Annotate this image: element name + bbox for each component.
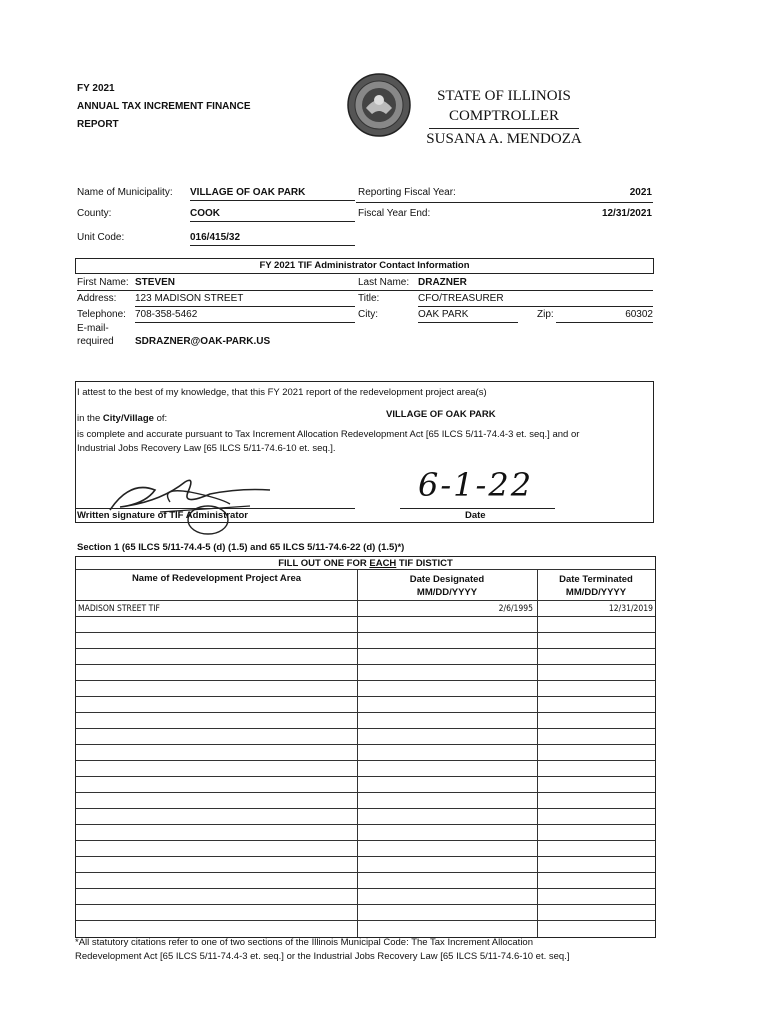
table-column-divider <box>357 569 358 937</box>
report-title-line1: FY 2021 <box>77 83 115 94</box>
col-designated-line1: Date Designated <box>409 574 485 585</box>
state-seal-icon <box>346 72 412 138</box>
attest-in-the: in the <box>77 413 101 424</box>
col-designated-header <box>357 573 537 599</box>
fill-suffix: TIF DISTICT <box>396 558 453 569</box>
city-value: OAK PARK <box>418 309 518 323</box>
tif-district-table <box>75 556 656 938</box>
table-row <box>76 600 655 601</box>
row1-name: MADISON STREET TIF <box>78 604 160 614</box>
first-name-underline <box>77 290 653 291</box>
attest-line2 <box>77 412 167 426</box>
report-title-line3: REPORT <box>77 119 119 130</box>
col-terminated-header <box>537 573 655 599</box>
email-label <box>77 322 114 348</box>
county-label: County: <box>77 208 112 219</box>
contact-header-box <box>75 258 654 274</box>
fiscal-year-label: Reporting Fiscal Year: <box>358 187 456 198</box>
unit-code-value: 016/415/32 <box>190 232 355 246</box>
row1-terminated: 12/31/2019 <box>608 604 653 614</box>
fiscal-end-label: Fiscal Year End: <box>358 208 431 219</box>
col-designated-line2: MM/DD/YYYY <box>416 587 478 598</box>
telephone-label: Telephone: <box>77 309 126 320</box>
email-label-line2: required <box>77 336 114 347</box>
table-header-divider <box>76 569 655 570</box>
footnote <box>75 936 675 964</box>
table-row <box>76 808 655 809</box>
title-value: CFO/TREASURER <box>418 293 653 307</box>
county-value: COOK <box>190 208 355 222</box>
attest-village-value: VILLAGE OF OAK PARK <box>386 409 496 420</box>
table-row <box>76 920 655 921</box>
footnote-line2: Redevelopment Act [65 ILCS 5/11-74.4-3 et. seq.] or the Industrial Jobs Recovery Law [65 ILCS 5/11-74.6-10 et. seq.] <box>75 951 570 962</box>
handwritten-date: 6-1-22 <box>418 466 534 504</box>
table-row <box>76 632 655 633</box>
zip-label: Zip: <box>537 309 554 320</box>
comptroller-block <box>424 86 584 149</box>
report-title-line2: ANNUAL TAX INCREMENT FINANCE <box>77 101 251 112</box>
state-name: STATE OF ILLINOIS <box>437 88 571 104</box>
fill-each: EACH <box>369 558 397 569</box>
city-label: City: <box>358 309 378 320</box>
section1-title: Section 1 (65 ILCS 5/11-74.4-5 (d) (1.5) and 65 ILCS 5/11-74.6-22 (d) (1.5)*) <box>77 542 405 553</box>
table-row <box>76 760 655 761</box>
last-name-label: Last Name: <box>358 277 410 288</box>
signature-label: Written signature of TIF Administrator <box>77 510 249 521</box>
table-row <box>76 728 655 729</box>
col-terminated-line1: Date Terminated <box>559 574 633 585</box>
address-label: Address: <box>77 293 117 304</box>
office-name: COMPTROLLER <box>448 108 559 124</box>
table-row <box>76 872 655 873</box>
last-name-value: DRAZNER <box>418 277 467 288</box>
col-name-header: Name of Redevelopment Project Area <box>131 573 302 584</box>
table-row <box>76 904 655 905</box>
table-row <box>76 840 655 841</box>
address-value: 123 MADISON STREET <box>135 293 355 307</box>
first-name-value: STEVEN <box>135 277 176 288</box>
fiscal-year-underline <box>356 202 653 203</box>
attest-line1: I attest to the best of my knowledge, that this FY 2021 report of the redevelopment project area(s) <box>77 387 487 398</box>
first-name-label: First Name: <box>77 277 129 288</box>
contact-header-title: FY 2021 TIF Administrator Contact Information <box>259 260 470 271</box>
municipality-label: Name of Municipality: <box>77 187 173 198</box>
table-row <box>76 664 655 665</box>
signature-icon <box>100 462 300 537</box>
fiscal-end-value: 12/31/2021 <box>601 208 652 219</box>
telephone-value: 708-358-5462 <box>135 309 355 323</box>
attest-line3: is complete and accurate pursuant to Tax Increment Allocation Redevelopment Act [65 ILCS 5/11-74.4-3 et. seq.] and or <box>77 429 580 440</box>
table-row <box>76 888 655 889</box>
attest-city-village: City/Village <box>102 413 154 424</box>
date-label: Date <box>465 510 486 521</box>
report-title <box>77 80 251 134</box>
table-row <box>76 648 655 649</box>
table-row <box>76 712 655 713</box>
attest-line4: Industrial Jobs Recovery Law [65 ILCS 5/11-74.6-10 et. seq.]. <box>77 443 336 454</box>
row1-designated: 2/6/1995 <box>498 604 533 614</box>
col-terminated-line2: MM/DD/YYYY <box>565 587 627 598</box>
unit-code-label: Unit Code: <box>77 232 125 243</box>
footnote-line1: *All statutory citations refer to one of two sections of the Illinois Municipal Code: The Tax Increment Allocation <box>75 937 533 948</box>
zip-value: 60302 <box>556 309 653 323</box>
attest-of: of: <box>156 413 168 424</box>
fill-out-instruction <box>76 558 655 569</box>
table-column-divider <box>537 569 538 937</box>
comptroller-name: SUSANA A. MENDOZA <box>426 131 582 147</box>
table-row <box>76 696 655 697</box>
table-row <box>76 744 655 745</box>
title-label: Title: <box>358 293 380 304</box>
table-row <box>76 792 655 793</box>
email-label-line1: E-mail- <box>77 323 109 334</box>
email-value: SDRAZNER@OAK-PARK.US <box>135 336 271 347</box>
fill-prefix: FILL OUT ONE FOR <box>278 558 370 569</box>
municipality-value: VILLAGE OF OAK PARK <box>190 187 355 201</box>
fiscal-year-value: 2021 <box>629 187 652 198</box>
table-row <box>76 776 655 777</box>
table-row <box>76 680 655 681</box>
table-row <box>76 856 655 857</box>
table-row <box>76 616 655 617</box>
table-row <box>76 824 655 825</box>
